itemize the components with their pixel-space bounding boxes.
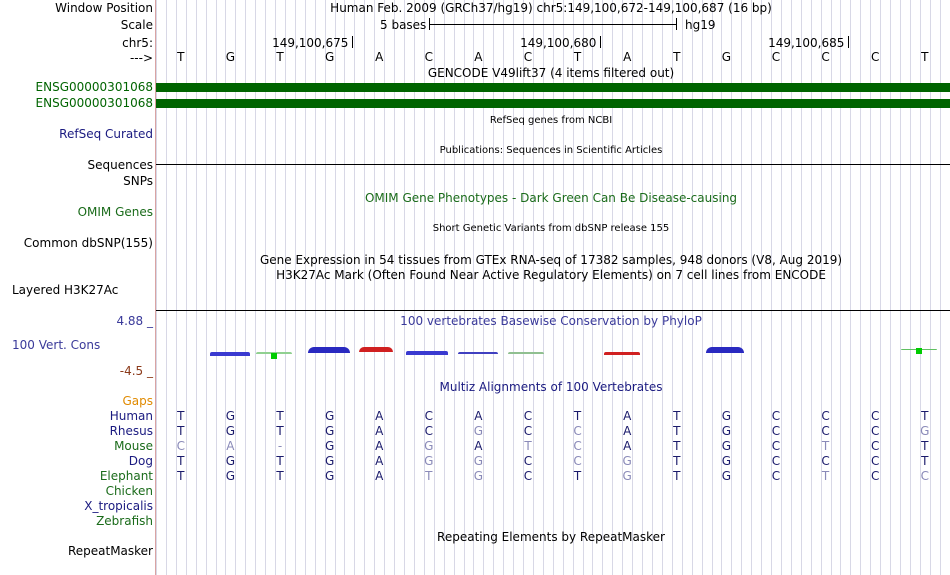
alignment-base: G [721, 454, 732, 468]
multiz-track-title: Multiz Alignments of 100 Vertebrates [439, 380, 663, 394]
sequence-base: T [276, 50, 284, 64]
phylop-track-title: 100 vertebrates Basewise Conservation by PhyloP [400, 314, 702, 328]
alignment-base: T [673, 469, 681, 483]
phylop-track-label[interactable]: 100 Vert. Cons [12, 338, 101, 352]
dbsnp-track-label[interactable]: Common dbSNP(155) [23, 236, 153, 250]
alignment-base: C [424, 409, 433, 423]
alignment-base: C [920, 469, 929, 483]
alignment-base: G [721, 424, 732, 438]
alignment-base: G [424, 454, 434, 468]
alignment-base: C [771, 469, 781, 483]
alignment-base: G [324, 454, 335, 468]
phylop-min-label: -4.5 _ [119, 364, 153, 378]
alignment-base: T [921, 454, 929, 468]
sequence-base: G [324, 50, 335, 64]
alignment-base: A [474, 439, 483, 453]
alignment-base: C [870, 469, 880, 483]
alignment-base: G [225, 424, 236, 438]
h3k27ac-track-title: H3K27Ac Mark (Often Found Near Active Regulatory Elements) on 7 cell lines from ENCODE [276, 268, 826, 282]
alignment-base: G [473, 424, 484, 438]
alignment-base: A [623, 409, 632, 423]
alignment-base: G [920, 424, 930, 438]
sequence-base: A [375, 50, 384, 64]
alignment-base: T [276, 454, 284, 468]
scale-db-label: hg19 [685, 18, 716, 32]
chrom-label: chr5: [122, 36, 153, 50]
window-position-label: Window Position [55, 1, 153, 15]
alignment-base: G [225, 454, 236, 468]
refseq-track-label[interactable]: RefSeq Curated [59, 127, 153, 141]
alignment-base: T [573, 409, 582, 423]
phylop-max-label: 4.88 _ [116, 314, 153, 328]
alignment-base: G [721, 439, 732, 453]
track-divider [156, 164, 950, 165]
species-label[interactable]: Chicken [105, 484, 153, 498]
alignment-base: C [573, 424, 582, 438]
gene-feature-bar-1[interactable] [156, 83, 950, 92]
omim-track-label[interactable]: OMIM Genes [77, 205, 153, 219]
alignment-base: C [870, 424, 880, 438]
sequence-base: T [673, 50, 681, 64]
sequence-base: A [623, 50, 632, 64]
alignment-base: T [177, 454, 185, 468]
alignment-base: T [821, 469, 830, 483]
alignment-base: G [721, 469, 732, 483]
alignment-base: T [921, 439, 929, 453]
repeatmasker-track-label[interactable]: RepeatMasker [67, 544, 153, 558]
coordinate-tick [600, 36, 601, 48]
refseq-track-title: RefSeq genes from NCBI [489, 115, 613, 126]
alignment-base: G [473, 469, 484, 483]
conservation-glyph [604, 352, 640, 355]
alignment-base: T [425, 469, 433, 483]
conservation-glyph [458, 352, 498, 354]
alignment-base: T [177, 424, 185, 438]
gene-label-2[interactable]: ENSG00000301068 [35, 96, 153, 110]
alignment-base: A [375, 454, 384, 468]
omim-track-title: OMIM Gene Phenotypes - Dark Green Can Be Disease-causing [364, 191, 738, 205]
alignment-base: T [177, 469, 185, 483]
alignment-base: C [821, 454, 830, 468]
h3k27ac-track-label[interactable]: Layered H3K27Ac [12, 283, 119, 297]
gaps-label: Gaps [122, 394, 153, 408]
alignment-base: C [771, 454, 781, 468]
alignment-base: C [821, 409, 830, 423]
track-data-area[interactable] [156, 0, 950, 575]
alignment-base: G [324, 424, 335, 438]
alignment-base: A [623, 439, 632, 453]
publications-track-title: Publications: Sequences in Scientific Articles [439, 145, 663, 156]
alignment-base: C [176, 439, 185, 453]
conservation-glyph [406, 351, 448, 355]
alignment-base: A [375, 424, 384, 438]
alignment-base: T [921, 409, 929, 423]
alignment-base: A [623, 424, 632, 438]
track-label-column [0, 0, 156, 575]
sequence-base: T [177, 50, 185, 64]
sequence-base: T [921, 50, 929, 64]
species-label[interactable]: Human [109, 409, 153, 423]
alignment-base: T [177, 409, 185, 423]
assembly-info: Human Feb. 2009 (GRCh37/hg19) chr5:149,100,672-149,100,687 (16 bp) [330, 1, 772, 15]
alignment-base: C [523, 409, 533, 423]
alignment-base: C [523, 469, 533, 483]
alignment-base: G [324, 439, 335, 453]
alignment-base: A [375, 409, 384, 423]
alignment-base: A [226, 439, 235, 453]
alignment-base: G [424, 439, 434, 453]
conservation-glyph [706, 347, 744, 353]
alignment-base: C [771, 439, 781, 453]
alignment-base: G [225, 409, 236, 423]
alignment-base: C [870, 439, 880, 453]
alignment-base: - [277, 439, 283, 453]
conservation-glyph [308, 347, 350, 353]
gene-label-1[interactable]: ENSG00000301068 [35, 80, 153, 94]
gtex-track-title: Gene Expression in 54 tissues from GTEx RNA-seq of 17382 samples, 948 donors (V8, Aug 2019) [259, 253, 843, 267]
sequence-base: C [870, 50, 880, 64]
alignment-base: A [375, 439, 384, 453]
alignment-base: G [622, 469, 632, 483]
sequence-base: C [771, 50, 781, 64]
alignment-base: G [324, 469, 335, 483]
alignment-base: T [673, 439, 681, 453]
alignment-base: C [573, 454, 582, 468]
alignment-base: G [622, 454, 632, 468]
strand-arrow-label: ---> [129, 51, 153, 65]
publications-track-label[interactable]: Sequences [87, 158, 153, 172]
conservation-glyph [359, 347, 393, 352]
alignment-base: T [821, 439, 830, 453]
alignment-base: A [375, 469, 384, 483]
track-divider [156, 310, 950, 311]
conservation-glyph [508, 352, 544, 354]
alignment-base: T [276, 424, 284, 438]
species-label[interactable]: Dog [128, 454, 153, 468]
conservation-mark [271, 353, 277, 359]
species-label[interactable]: Zebrafish [96, 514, 153, 528]
sequence-base: G [721, 50, 732, 64]
alignment-base: C [523, 424, 533, 438]
conservation-mark [916, 348, 922, 354]
alignment-base: T [673, 454, 681, 468]
alignment-base: C [821, 424, 830, 438]
alignment-base: C [573, 439, 582, 453]
alignment-base: T [276, 469, 284, 483]
alignment-base: T [673, 424, 681, 438]
alignment-base: A [474, 409, 483, 423]
alignment-base: C [870, 454, 880, 468]
alignment-base: T [573, 469, 582, 483]
alignment-base: C [870, 409, 880, 423]
dbsnp-track-title: Short Genetic Variants from dbSNP release 155 [432, 223, 670, 234]
species-label[interactable]: Rhesus [109, 424, 153, 438]
coordinate-tick-label: 149,100,685 [768, 36, 845, 50]
gene-feature-bar-2[interactable] [156, 99, 950, 108]
sequence-base: C [821, 50, 830, 64]
sequence-base: T [573, 50, 582, 64]
alignment-base: G [324, 409, 335, 423]
alignment-base: C [523, 454, 533, 468]
alignment-base: G [225, 469, 236, 483]
conservation-glyph [210, 352, 250, 356]
alignment-base: C [424, 424, 433, 438]
repeatmasker-track-title: Repeating Elements by RepeatMasker [437, 530, 665, 544]
scale-bases-label: 5 bases [380, 18, 427, 32]
sequence-base: C [523, 50, 533, 64]
coordinate-tick [848, 36, 849, 48]
coordinate-tick-label: 149,100,675 [272, 36, 349, 50]
coordinate-tick-label: 149,100,680 [520, 36, 597, 50]
alignment-base: T [673, 409, 681, 423]
species-label[interactable]: Mouse [114, 439, 153, 453]
coordinate-tick [352, 36, 353, 48]
alignment-base: C [771, 424, 781, 438]
snps-track-label[interactable]: SNPs [123, 174, 153, 188]
alignment-base: G [721, 409, 732, 423]
alignment-base: G [473, 454, 484, 468]
sequence-base: C [424, 50, 433, 64]
species-label[interactable]: X_tropicalis [84, 499, 153, 513]
sequence-base: G [225, 50, 236, 64]
alignment-base: T [524, 439, 532, 453]
alignment-base: T [276, 409, 284, 423]
species-label[interactable]: Elephant [99, 469, 153, 483]
alignment-base: C [771, 409, 781, 423]
sequence-base: A [474, 50, 483, 64]
scale-bar [429, 18, 677, 30]
gencode-track-title: GENCODE V49lift37 (4 items filtered out) [427, 66, 675, 80]
scale-label: Scale [120, 18, 153, 32]
